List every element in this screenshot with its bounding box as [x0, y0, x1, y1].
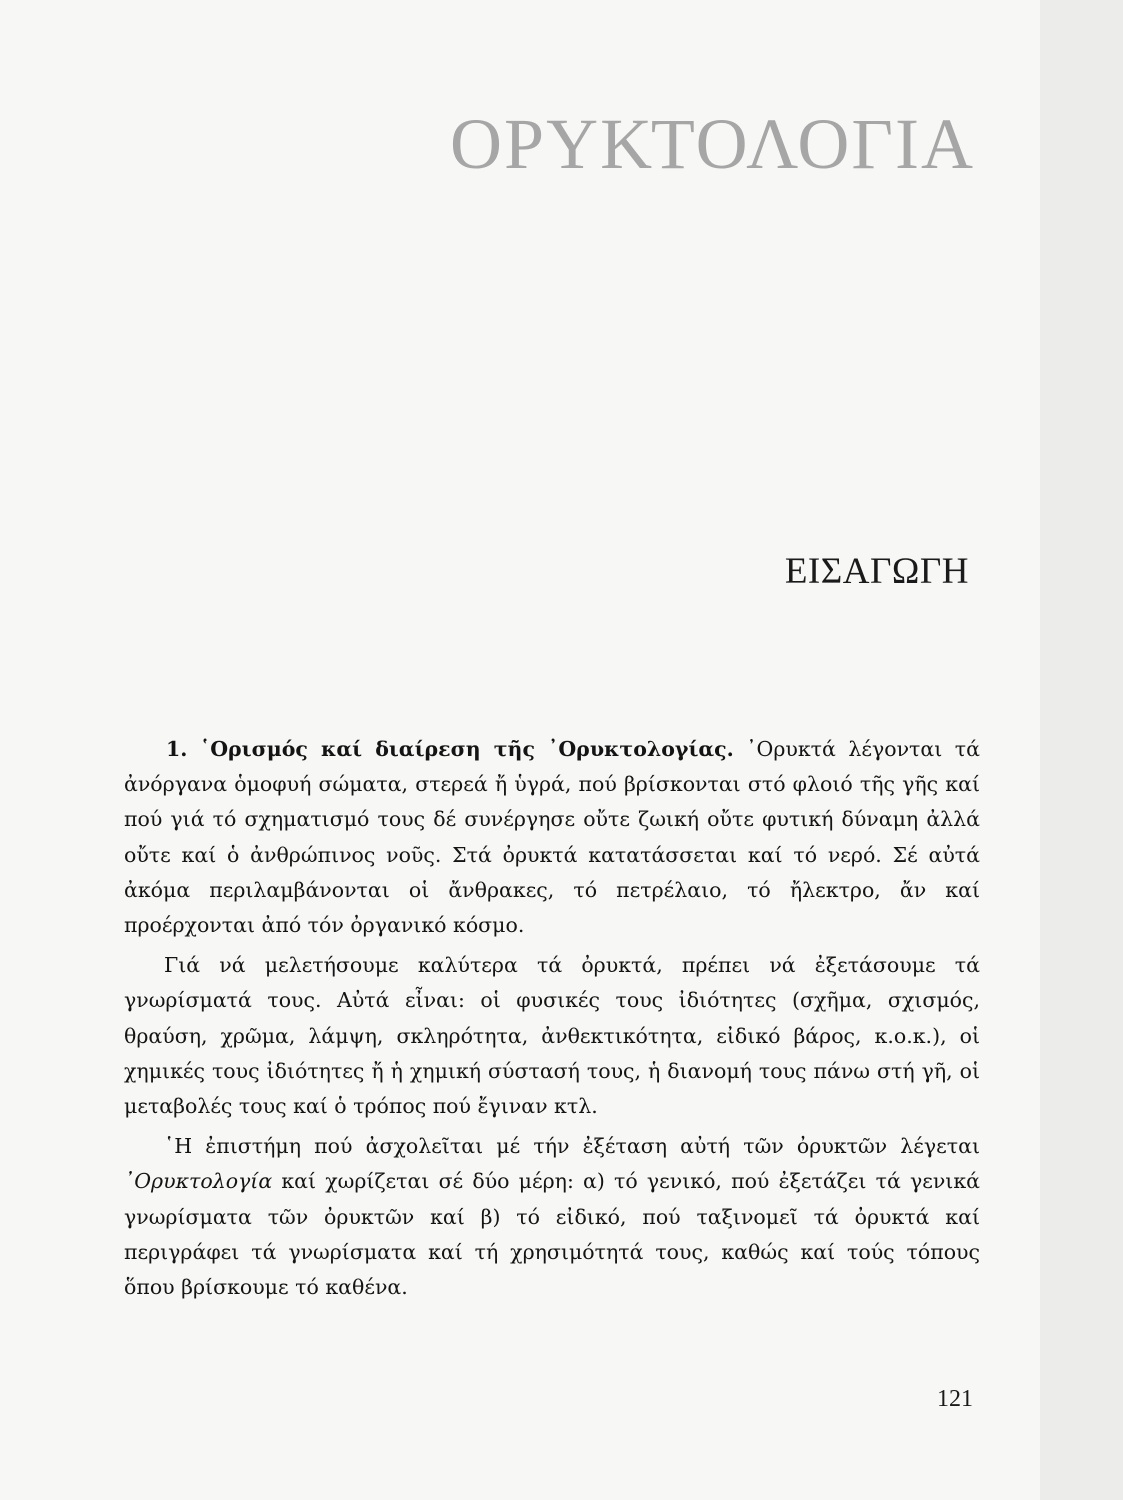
paragraph-1-text: ᾿Ορυκτά λέγονται τά ἀνόργανα ὁμοφυή σώματα, στερεά ἤ ὑγρά, πού βρίσκονται στό φλοιό τῆς γῆς καί πού γιά τό σχηματισμό τους δέ συνέργησε οὔτε ζωική οὔτε φυτική δύναμη ἀλλά οὔτε καί ὁ ἀνθρώπινος νοῦς. Στά ὀρυκτά κατατάσσεται καί τό νερό. Σέ αὐτά ἀκόμα περιλαμβάνονται οἱ ἄνθρακες, τό πετρέλαιο, τό ἤλεκτρο, ἄν καί προέρχονται ἀπό τόν ὀργανικό κόσμο.: [124, 737, 980, 938]
section-title: ΕΙΣΑΓΩΓΗ: [784, 551, 969, 592]
paragraph-3-text-after: καί χωρίζεται σέ δύο μέρη: α) τό γενικό, πού ἐξετάζει τά γενικά γνωρίσματα τῶν ὀρυκτῶν καί β) τό εἰδικό, πού ταξινομεῖ τά ὀρυκτά καί περιγράφει τά γνωρίσματα καί τή χρησιμότητά τους, καθώς καί τούς τόπους ὅπου βρίσκουμε τό καθένα.: [124, 1169, 980, 1300]
chapter-title: ΟΡΥΚΤΟΛΟΓΙΑ: [450, 104, 975, 184]
paragraph-number: 1.: [166, 737, 188, 761]
paragraph-2-text: Γιά νά μελετήσουμε καλύτερα τά ὀρυκτά, πρέπει νά ἐξετάσουμε τά γνωρίσματά τους. Αὐτά εἶναι: οἱ φυσικές τους ἰδιότητες (σχῆμα, σχισμός, θραύση, χρῶμα, λάμψη, σκληρότητα, ἀνθεκτικότητα, εἰδικό βάρος, κ.ο.κ.), οἱ χημικές τους ἰδιότητες ἤ ἡ χημική σύστασή τους, ἡ διανομή τους πάνω στή γῆ, οἱ μεταβολές τους καί ὁ τρόπος πού ἔγιναν κτλ.: [124, 953, 980, 1119]
paragraph-2: [124, 948, 980, 1124]
paragraph-heading: ῾Ορισμός καί διαίρεση τῆς ᾿Ορυκτολογίας.: [199, 737, 734, 761]
paragraph-3: [124, 1129, 980, 1305]
body-text: [124, 732, 980, 1310]
italic-term: ᾿Ορυκτολογία: [124, 1169, 273, 1194]
paragraph-3-text-before: ῾Η ἐπιστήμη πού ἀσχολεῖται μέ τήν ἐξέταση αὐτή τῶν ὀρυκτῶν λέγεται: [164, 1134, 980, 1159]
paragraph-1: [124, 732, 980, 943]
page-number: 121: [937, 1386, 973, 1412]
